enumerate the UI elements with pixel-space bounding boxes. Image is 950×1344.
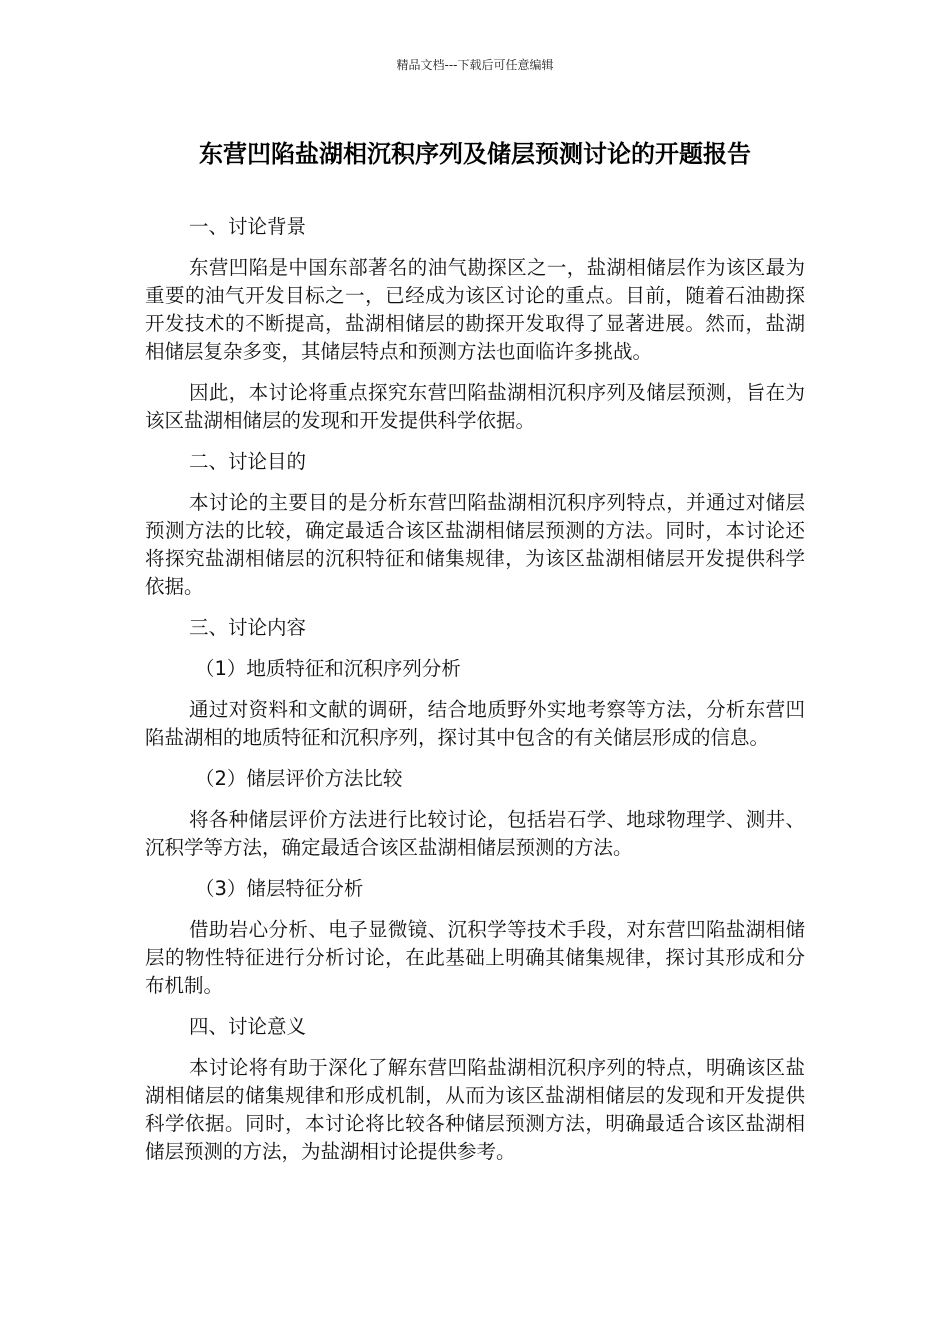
purpose-paragraph: 本讨论的主要目的是分析东营凹陷盐湖相沉积序列特点，并通过对储层预测方法的比较，确定最适合该区盐湖相储层预测的方法。同时，本讨论还将探究盐湖相储层的沉积特征和储集规律，为该区盐湖相储层开发提供科学依据。 — [145, 491, 805, 598]
document-title: 东营凹陷盐湖相沉积序列及储层预测讨论的开题报告 — [199, 140, 751, 168]
document-body — [145, 213, 805, 1179]
significance-paragraph: 本讨论将有助于深化了解东营凹陷盐湖相沉积序列的特点，明确该区盐湖相储层的储集规律和形成机制，从而为该区盐湖相储层的发现和开发提供科学依据。同时，本讨论将比较各种储层预测方法，明确最适合该区盐湖相储层预测的方法，为盐湖相讨论提供参考。 — [145, 1056, 805, 1163]
background-paragraph-2: 因此，本讨论将重点探究东营凹陷盐湖相沉积序列及储层预测，旨在为该区盐湖相储层的发现和开发提供科学依据。 — [145, 381, 805, 432]
background-paragraph-1: 东营凹陷是中国东部著名的油气勘探区之一，盐湖相储层作为该区最为重要的油气开发目标之一，已经成为该区讨论的重点。目前，随着石油勘探开发技术的不断提高，盐湖相储层的勘探开发取得了显著进展。然而，盐湖相储层复杂多变，其储层特点和预测方法也面临许多挑战。 — [145, 256, 805, 363]
subsection-heading-reservoir: （3）储层特征分析 — [195, 877, 364, 900]
section-heading-background: 一、讨论背景 — [189, 215, 307, 238]
subsection-heading-evaluation: （2）储层评价方法比较 — [195, 767, 403, 790]
evaluation-paragraph: 将各种储层评价方法进行比较讨论，包括岩石学、地球物理学、测井、沉积学等方法，确定最适合该区盐湖相储层预测的方法。 — [145, 808, 805, 859]
section-heading-purpose: 二、讨论目的 — [189, 450, 307, 473]
reservoir-paragraph: 借助岩心分析、电子显微镜、沉积学等技术手段，对东营凹陷盐湖相储层的物性特征进行分析讨论，在此基础上明确其储集规律，探讨其形成和分布机制。 — [145, 918, 805, 997]
section-heading-content: 三、讨论内容 — [189, 616, 307, 639]
section-heading-significance: 四、讨论意义 — [189, 1015, 307, 1038]
subsection-heading-geology: （1）地质特征和沉积序列分析 — [195, 657, 461, 680]
geology-paragraph: 通过对资料和文献的调研，结合地质野外实地考察等方法，分析东营凹陷盐湖相的地质特征和沉积序列，探讨其中包含的有关储层形成的信息。 — [145, 698, 805, 749]
page-header: 精品文档---下载后可任意编辑 — [396, 58, 554, 72]
